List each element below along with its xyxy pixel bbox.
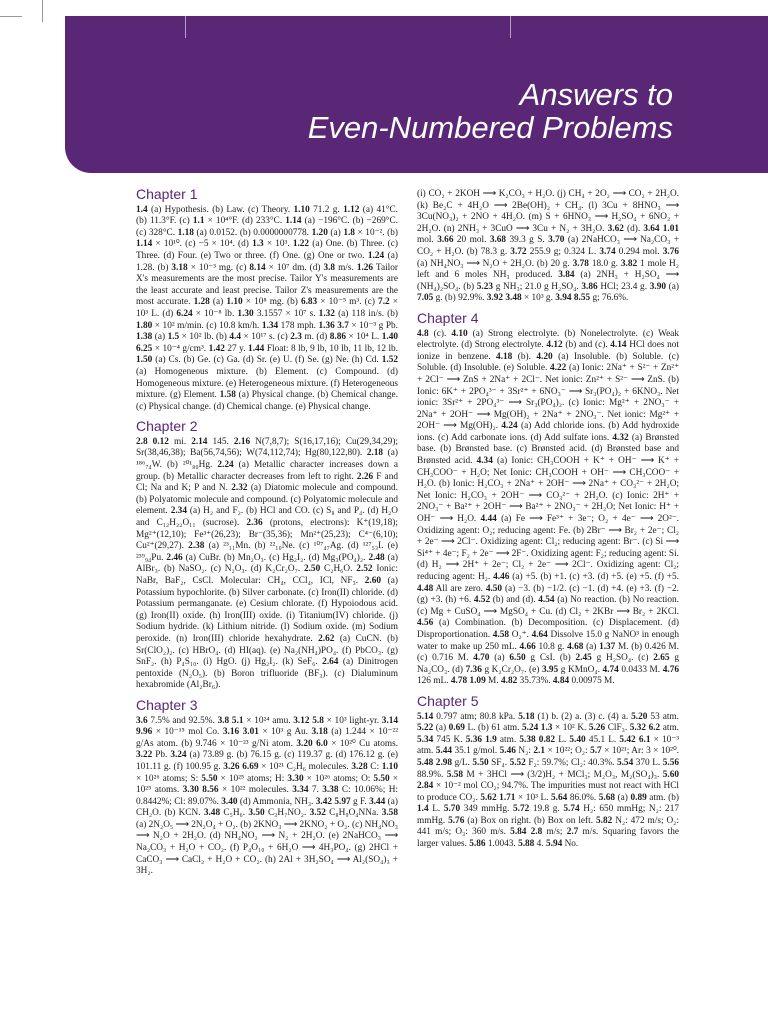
answer-block: 1.4 (a) Hypothesis. (b) Law. (c) Theory. 1.10 71.2 g. 1.12 (a) 41°C. (b) 11.3°F. (c) 1.1 × 10⁴°F. (d) 233°C. 1.14 (a) −196°C. (b) −269°C. (c) 328°C. 1.18 (a) 0.0152. (b) 0.0000000778. 1.20 (a) 1.8 × 10⁻². (b) 1.14 × 10¹⁰. (c) −5 × 10⁴. (d) 1.3 × 10³. 1.22 (a) One. (b) Three. (c) Three. (d) Four. (e) Two or three. (f) One. (g) One or two. 1.24 (a) 1.28. (b) 3.18 × 10⁻³ mg. (c) 8.14 × 10⁷ dm. (d) 3.8 m/s. 1.26 Tailor X's measurements are the most precise. Tailor Y's measurements are the least accurate and least precise. Tailor Z's measurements are the most accurate. 1.28 (a) 1.10 × 10⁸ mg. (b) 6.83 × 10⁻⁵ m³. (c) 7.2 × 10³ L. (d) 6.24 × 10⁻⁸ lb. 1.30 3.1557 × 10⁷ s. 1.32 (a) 118 in/s. (b) 1.80 × 10² m/min. (c) 10.8 km/h. 1.34 178 mph. 1.36 3.7 × 10⁻³ g Pb. 1.38 (a) 1.5 × 10² lb. (b) 4.4 × 10¹⁷ s. (c) 2.3 m. (d) 8.86 × 10⁴ L. 1.40 6.25 × 10⁻⁴ g/cm³. 1.42 27 y. 1.44 Float: 8 lb, 9 lb, 10 lb, 11 lb, 12 lb. 1.50 (a) Cs. (b) Ge. (c) Ga. (d) Sr. (e) U. (f) Se. (g) Ne. (h) Cd. 1.52 (a) Homogeneous mixture. (b) Element. (c) Compound. (d) Homogeneous mixture. (e) Heterogeneous mixture. (f) Heterogeneous mixture. (g) Element. 1.58 (a) Physical change. (b) Chemical change. (c) Physical change. (d) Chemical change. (e) Physical change. <box>136 204 399 412</box>
answer-block: 3.6 7.5% and 92.5%. 3.8 5.1 × 10²⁴ amu. 3.12 5.8 × 10³ light-yr. 3.14 9.96 × 10⁻¹⁵ mol Co. 3.16 3.01 × 10³ g Au. 3.18 (a) 1.244 × 10⁻²² g/As atom. (b) 9.746 × 10⁻²³ g/Ni atom. 3.20 6.0 × 10²⁰ Cu atoms. 3.22 Pb. 3.24 (a) 73.89 g. (b) 76.15 g. (c) 119.37 g. (d) 176.12 g. (e) 101.11 g. (f) 100.95 g. 3.26 6.69 × 10²¹ C₂H₆ molecules. 3.28 C: 1.10 × 10²⁶ atoms; S: 5.50 × 10²⁵ atoms; H: 3.30 × 10²⁶ atoms; O: 5.50 × 10²⁵ atoms. 3.30 8.56 × 10²² molecules. 3.34 7. 3.38 C: 10.06%; H: 0.8442%; Cl: 89.07%. 3.40 (d) Ammonia, NH₃. 3.42 5.97 g F. 3.44 (a) CH₂O. (b) KCN. 3.48 C₅H₆. 3.50 C₃H₇NO₂. 3.52 C₈H₉O₄NNa. 3.58 (a) 2N₂O₅ ⟶ 2N₂O₄ + O₂. (b) 2KNO₃ ⟶ 2KNO₂ + O₂. (c) NH₄NO₃ ⟶ N₂O + 2H₂O. (d) NH₄NO₂ ⟶ N₂ + 2H₂O. (e) 2NaHCO₃ ⟶ Na₂CO₃ + H₂O + CO₂. (f) P₄O₁₀ + 6H₂O ⟶ 4H₃PO₄. (g) 2HCl + CaCO₃ ⟶ CaCl₂ + H₂O + CO₂. (h) 2Al + 3H₂SO₄ ⟶ Al₂(SO₄)₃ + 3H₂. <box>136 715 399 877</box>
crop-mark <box>0 16 22 17</box>
answer-block: 5.14 0.797 atm; 80.8 kPa. 5.18 (1) b. (2) a. (3) c. (4) a. 5.20 53 atm. 5.22 (a) 0.69 L. (b) 61 atm. 5.24 1.3 × 10² K. 5.26 ClF₃. 5.32 6.2 atm. 5.34 745 K. 5.36 1.9 atm. 5.38 0.82 L. 5.40 45.1 L. 5.42 6.1 × 10⁻³ atm. 5.44 35.1 g/mol. 5.46 N₂: 2.1 × 10²²; O₂: 5.7 × 10²¹; Ar: 3 × 10²⁰. 5.48 2.98 g/L. 5.50 SF₄. 5.52 F₂: 59.7%; Cl₂: 40.3%. 5.54 370 L. 5.56 88.9%. 5.58 M + 3HCl ⟶ (3/2)H₂ + MCl₃; M₂O₃, M₂(SO₄)₃. 5.60 2.84 × 10⁻² mol CO₂; 94.7%. The impurities must not react with HCl to produce CO₂. 5.62 1.71 × 10³ L. 5.64 86.0%. 5.68 (a) 0.89 atm. (b) 1.4 L. 5.70 349 mmHg. 5.72 19.8 g. 5.74 H₂: 650 mmHg; N₂: 217 mmHg. 5.76 (a) Box on right. (b) Box on left. 5.82 N₂: 472 m/s; O₂: 441 m/s; O₃: 360 m/s. 5.84 2.8 m/s; 2.7 m/s. Squaring favors the larger values. 5.86 1.0043. 5.88 4. 5.94 No. <box>417 711 680 850</box>
chapter-heading: Chapter 3 <box>136 696 198 713</box>
answer-block: 2.8 0.12 mi. 2.14 145. 2.16 N(7,8,7); S(16,17,16); Cu(29,34,29); Sr(38,46,38); Ba(56,74,56); W(74,112,74); Hg(80,122,80). 2.18 (a) ¹⁸⁶₇₄W. (b) ²⁰¹₈₀Hg. 2.24 (a) Metallic character increases down a group. (b) Metallic character decreases from left to right. 2.26 F and Cl; Na and K; P and N. 2.32 (a) Diatomic molecule and compound. (b) Polyatomic molecule and compound. (c) Polyatomic molecule and element. 2.34 (a) H₂ and F₂. (b) HCl and CO. (c) S₈ and P₄. (d) H₂O and C₁₂H₂₂O₁₁ (sucrose). 2.36 (protons, electrons): K⁺(19,18); Mg²⁺(12,10); Fe³⁺(26,23); Br⁻(35,36); Mn²⁺(25,23); C⁴⁻(6,10); Cu²⁺(29,27). 2.38 (a) ²³₁₁Mn. (b) ²²₁₀Ne. (c) ¹⁰⁷₄₇Ag. (d) ¹²⁷₅₃I. (e) ²³⁹₉₄Pu. 2.46 (a) CuBr. (b) Mn₂O₃. (c) Hg₂I₂. (d) Mg₃(PO₄)₂. 2.48 (a) AlBr₃. (b) NaSO₂. (c) N₂O₃. (d) K₂Cr₂O₇. 2.50 C₂H₆O. 2.52 Ionic: NaBr, BaF₂, CsCl. Molecular: CH₄, CCl₄, ICl, NF₃. 2.60 (a) Potassium hypochlorite. (b) Silver carbonate. (c) Iron(II) chloride. (d) Potassium permanganate. (e) Cesium chlorate. (f) Hypoiodous acid. (g) Iron(II) oxide. (h) Iron(III) oxide. (i) Titanium(IV) chloride. (j) Sodium hydride. (k) Lithium nitride. (l) Sodium oxide. (m) Sodium peroxide. (n) Iron(III) chloride hexahydrate. 2.62 (a) CuCN. (b) Sr(ClO₂)₂. (c) HBrO₄. (d) HI(aq). (e) Na₂(NH₄)PO₄. (f) PbCO₃. (g) SnF₂. (h) P₄S₁₀. (i) HgO. (j) Hg₂I₂. (k) SeF₆. 2.64 (a) Dinitrogen pentoxide (N₂O₅). (b) Boron trifluoride (BF₃). (c) Dialuminum hexabromide (Al₂Br₆). <box>136 436 399 691</box>
chapter-heading: Chapter 1 <box>136 186 198 202</box>
answer-block: (i) CO₂ + 2KOH ⟶ K₂CO₃ + H₂O. (j) CH₄ + 2O₂ ⟶ CO₂ + 2H₂O. (k) Be₂C + 4H₂O ⟶ 2Be(OH)₂ + CH₄. (l) 3Cu + 8HNO₃ ⟶ 3Cu(NO₃)₂ + 2NO + 4H₂O. (m) S + 6HNO₃ ⟶ H₂SO₄ + 6NO₂ + 2H₂O. (n) 2NH₃ + 3CuO ⟶ 3Cu + N₂ + 3H₂O. 3.62 (d). 3.64 1.01 mol. 3.66 20 mol. 3.68 39.3 g S. 3.70 (a) 2NaHCO₃ ⟶ Na₂CO₃ + CO₂ + H₂O. (b) 78.3 g. 3.72 255.9 g; 0.324 L. 3.74 0.294 mol. 3.76 (a) NH₄NO₃ ⟶ N₂O + 2H₂O. (b) 20 g. 3.78 18.0 g. 3.82 1 mole H₂ left and 6 moles NH₃ produced. 3.84 (a) 2NH₃ + H₂SO₄ ⟶ (NH₄)₂SO₄. (b) 5.23 g NH₃; 21.0 g H₂SO₄. 3.86 HCl; 23.4 g. 3.90 (a) 7.05 g. (b) 92.9%. 3.92 3.48 × 10³ g. 3.94 8.55 g; 76.6%. <box>417 189 680 304</box>
title-banner <box>65 16 768 173</box>
chapter-heading: Chapter 2 <box>136 418 198 435</box>
page-title-line-2: Even-Numbered Problems <box>307 110 673 145</box>
answer-block: 4.8 (c). 4.10 (a) Strong electrolyte. (b) Nonelectrolyte. (c) Weak electrolyte. (d) Strong electrolyte. 4.12 (b) and (c). 4.14 HCl does not ionize in benzene. 4.18 (b). 4.20 (a) Insoluble. (b) Soluble. (c) Soluble. (d) Insoluble. (e) Soluble. 4.22 (a) Ionic: 2Na⁺ + S²⁻ + Zn²⁺ + 2Cl⁻ ⟶ ZnS + 2Na⁺ + 2Cl⁻. Net ionic: Zn²⁺ + S²⁻ ⟶ ZnS. (b) Ionic: 6K⁺ + 2PO₄³⁻ + 3Sr²⁺ + 6NO₃⁻ ⟶ Sr₃(PO₄)₂ + 6KNO₃. Net ionic: 3Sr²⁺ + 2PO₄³⁻ ⟶ Sr₃(PO₄)₂. (c) Ionic: Mg²⁺ + 2NO₃⁻ + 2Na⁺ + 2OH⁻ ⟶ Mg(OH)₂ + 2Na⁺ + 2NO₃⁻. Net ionic: Mg²⁺ + 2OH⁻ ⟶ Mg(OH)₂. 4.24 (a) Add chloride ions. (b) Add hydroxide ions. (c) Add carbonate ions. (d) Add sulfate ions. 4.32 (a) Brønsted base. (b) Brønsted base. (c) Brønsted acid. (d) Brønsted base and Brønsted acid. 4.34 (a) Ionic: CH₃COOH + K⁺ + OH⁻ ⟶ K⁺ + CH₃COO⁻ + H₂O; Net Ionic: CH₃COOH + OH⁻ ⟶ CH₃COO⁻ + H₂O. (b) Ionic: H₂CO₃ + 2Na⁺ + 2OH⁻ ⟶ 2Na⁺ + CO₃²⁻ + 2H₂O; Net Ionic: H₂CO₃ + 2OH⁻ ⟶ CO₃²⁻ + 2H₂O. (c) Ionic: 2H⁺ + 2NO₃⁻ + Ba²⁺ + 2OH⁻ ⟶ Ba²⁺ + 2NO₃⁻ + 2H₂O; Net Ionic: H⁺ + OH⁻ ⟶ H₂O. 4.44 (a) Fe ⟶ Fe³⁺ + 3e⁻; O₂ + 4e⁻ ⟶ 2O²⁻. Oxidizing agent: O₂; reducing agent: Fe. (b) 2Br⁻ ⟶ Br₂ + 2e⁻; Cl₂ + 2e⁻ ⟶ 2Cl⁻. Oxidizing agent: Cl₂; reducing agent: Br⁻. (c) Si ⟶ Si⁴⁺ + 4e⁻; F₂ + 2e⁻ ⟶ 2F⁻. Oxidizing agent: F₂; reducing agent: Si. (d) H₂ ⟶ 2H⁺ + 2e⁻; Cl₂ + 2e⁻ ⟶ 2Cl⁻. Oxidizing agent: Cl₂; reducing agent: H₂. 4.46 (a) +5. (b) +1. (c) +3. (d) +5. (e) +5. (f) +5. 4.48 All are zero. 4.50 (a) −3. (b) −1/2. (c) −1. (d) +4. (e) +3. (f) −2. (g) +3. (h) +6. 4.52 (b) and (d). 4.54 (a) No reaction. (b) No reaction. (c) Mg + CuSO₄ ⟶ MgSO₄ + Cu. (d) Cl₂ + 2KBr ⟶ Br₂ + 2KCl. 4.56 (a) Combination. (b) Decomposition. (c) Displacement. (d) Disproportionation. 4.58 O₂⁺. 4.64 Dissolve 15.0 g NaNO³ in enough water to make up 250 mL. 4.66 10.8 g. 4.68 (a) 1.37 M. (b) 0.426 M. (c) 0.716 M. 4.70 (a) 6.50 g CsI. (b) 2.45 g H₂SO₄. (c) 2.65 g Na₂CO₃. (d) 7.36 g K₂Cr₂O₇. (e) 3.95 g KMnO₄. 4.74 0.0433 M. 4.76 126 mL. 4.78 1.09 M. 4.82 35.73%. 4.84 0.00975 M. <box>417 328 680 687</box>
page-title <box>308 78 673 144</box>
right-column <box>417 189 679 851</box>
chapter-heading: Chapter 4 <box>417 309 479 326</box>
crop-tick <box>185 16 186 38</box>
chapter-heading: Chapter 5 <box>417 692 479 709</box>
page-title-line-1: Answers to <box>519 77 673 112</box>
left-column <box>136 186 399 878</box>
crop-mark <box>42 0 43 22</box>
crop-tick <box>510 16 511 38</box>
